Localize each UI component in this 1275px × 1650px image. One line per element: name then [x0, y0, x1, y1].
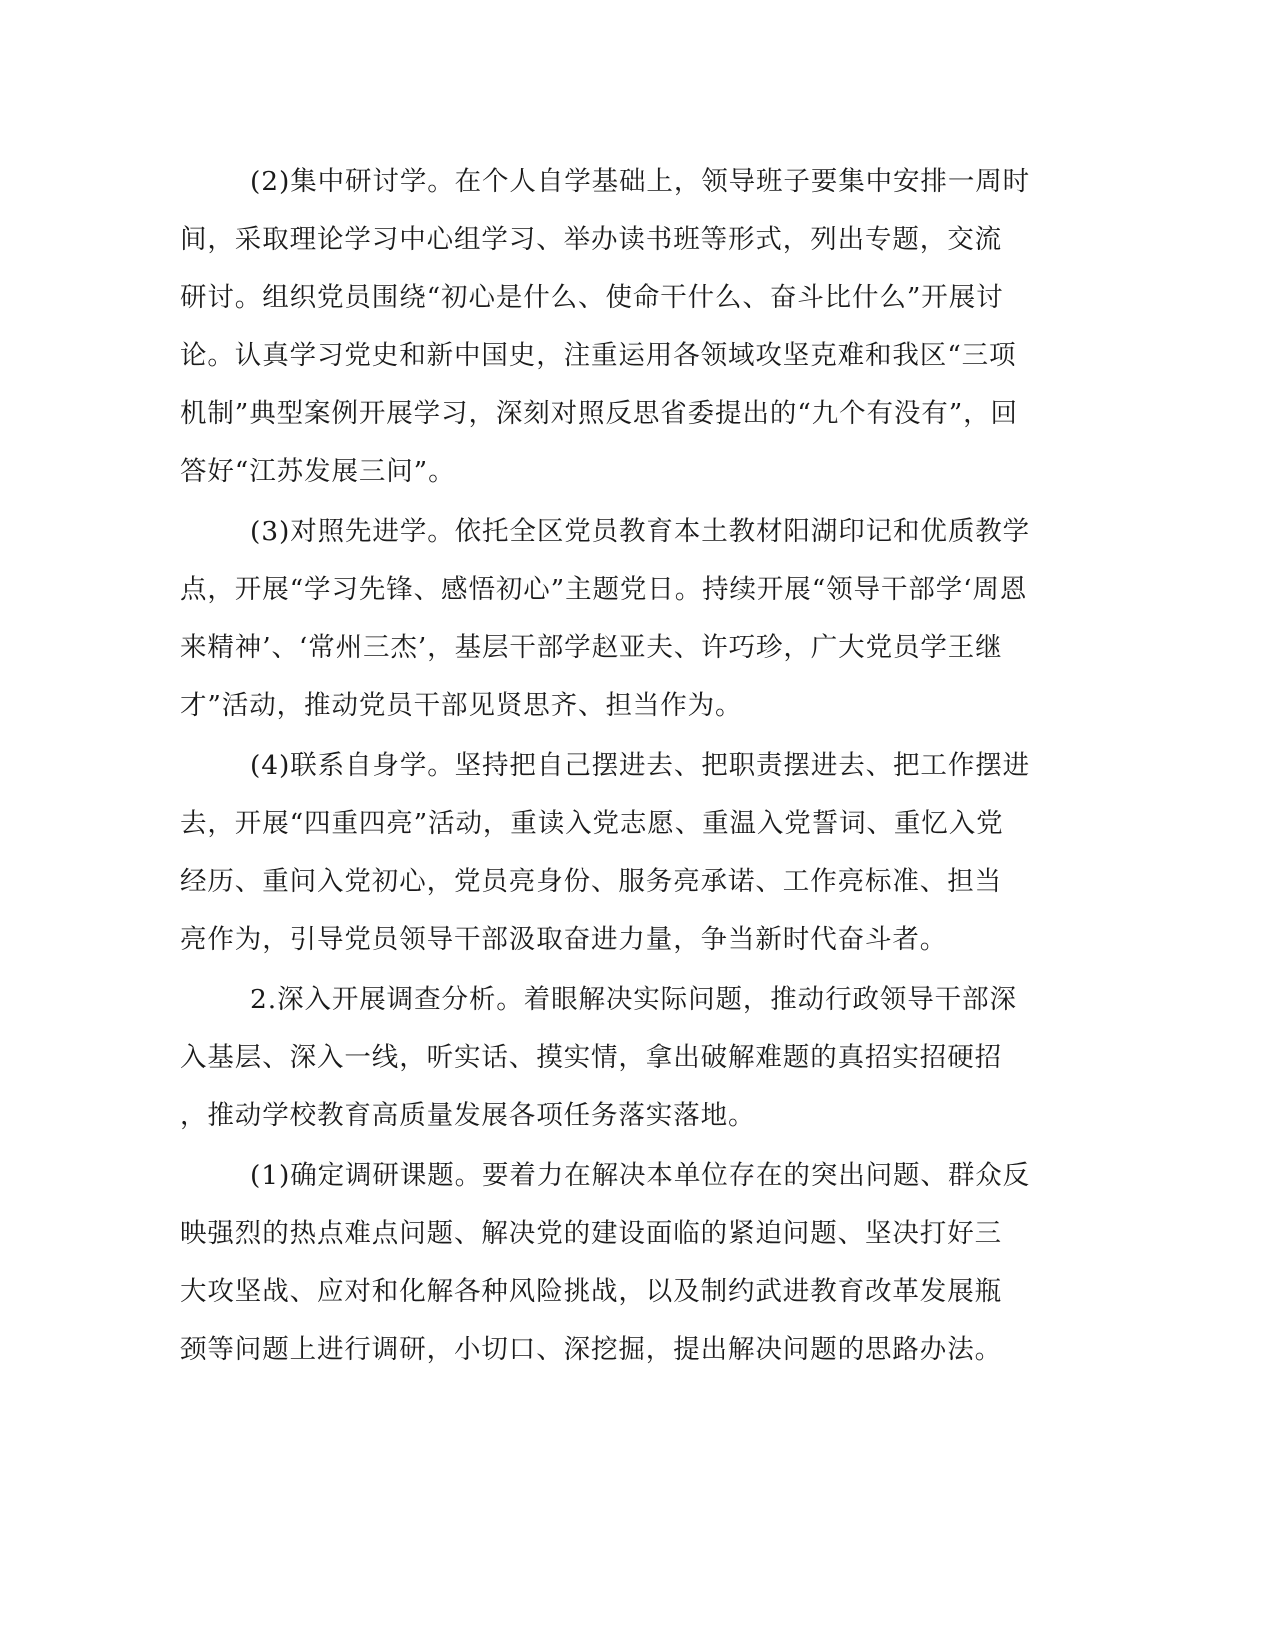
paragraph-1-line-3: 研讨。组织党员围绕“初心是什么、使命干什么、奋斗比什么”开展讨 — [180, 282, 1004, 313]
paragraph-1-line-5: 机制”典型案例开展学习，深刻对照反思省委提出的“九个有没有”，回 — [180, 398, 1018, 429]
paragraph-3-line-2: 去，开展“四重四亮”活动，重读入党志愿、重温入党誓词、重忆入党 — [180, 808, 1004, 839]
paragraph-4-line-2: 入基层、深入一线，听实话、摸实情，拿出破解难题的真招实招硬招 — [180, 1042, 1002, 1073]
paragraph-3-line-4: 亮作为，引导党员领导干部汲取奋进力量，争当新时代奋斗者。 — [180, 924, 948, 955]
paragraph-2-line-4: 才”活动，推动党员干部见贤思齐、担当作为。 — [180, 690, 743, 721]
paragraph-4-line-1: 2.深入开展调查分析。着眼解决实际问题，推动行政领导干部深 — [250, 984, 1017, 1015]
paragraph-1-line-1: (2)集中研讨学。在个人自学基础上，领导班子要集中安排一周时 — [250, 166, 1031, 197]
paragraph-1-line-2: 间，采取理论学习中心组学习、举办读书班等形式，列出专题，交流 — [180, 224, 1002, 255]
paragraph-2-line-2: 点，开展“学习先锋、感悟初心”主题党日。持续开展“领导干部学‘周恩 — [180, 574, 1028, 605]
paragraph-5-line-4: 颈等问题上进行调研，小切口、深挖掘，提出解决问题的思路办法。 — [180, 1334, 1002, 1365]
paragraph-1-line-6: 答好“江苏发展三问”。 — [180, 456, 456, 487]
paragraph-3-line-1: (4)联系自身学。坚持把自己摆进去、把职责摆进去、把工作摆进 — [250, 750, 1031, 781]
paragraph-1-line-4: 论。认真学习党史和新中国史，注重运用各领域攻坚克难和我区“三项 — [180, 340, 1017, 371]
paragraph-5-line-3: 大攻坚战、应对和化解各种风险挑战，以及制约武进教育改革发展瓶 — [180, 1276, 1002, 1307]
paragraph-4-line-3: ，推动学校教育高质量发展各项任务落实落地。 — [180, 1100, 756, 1131]
paragraph-5-line-2: 映强烈的热点难点问题、解决党的建设面临的紧迫问题、坚决打好三 — [180, 1218, 1002, 1249]
paragraph-2-line-1: (3)对照先进学。依托全区党员教育本土教材阳湖印记和优质教学 — [250, 516, 1031, 547]
paragraph-2-line-3: 来精神’、‘常州三杰’，基层干部学赵亚夫、许巧珍，广大党员学王继 — [180, 632, 1003, 663]
paragraph-5-line-1: (1)确定调研课题。要着力在解决本单位存在的突出问题、群众反 — [250, 1160, 1031, 1191]
paragraph-3-line-3: 经历、重问入党初心，党员亮身份、服务亮承诺、工作亮标准、担当 — [180, 866, 1002, 897]
